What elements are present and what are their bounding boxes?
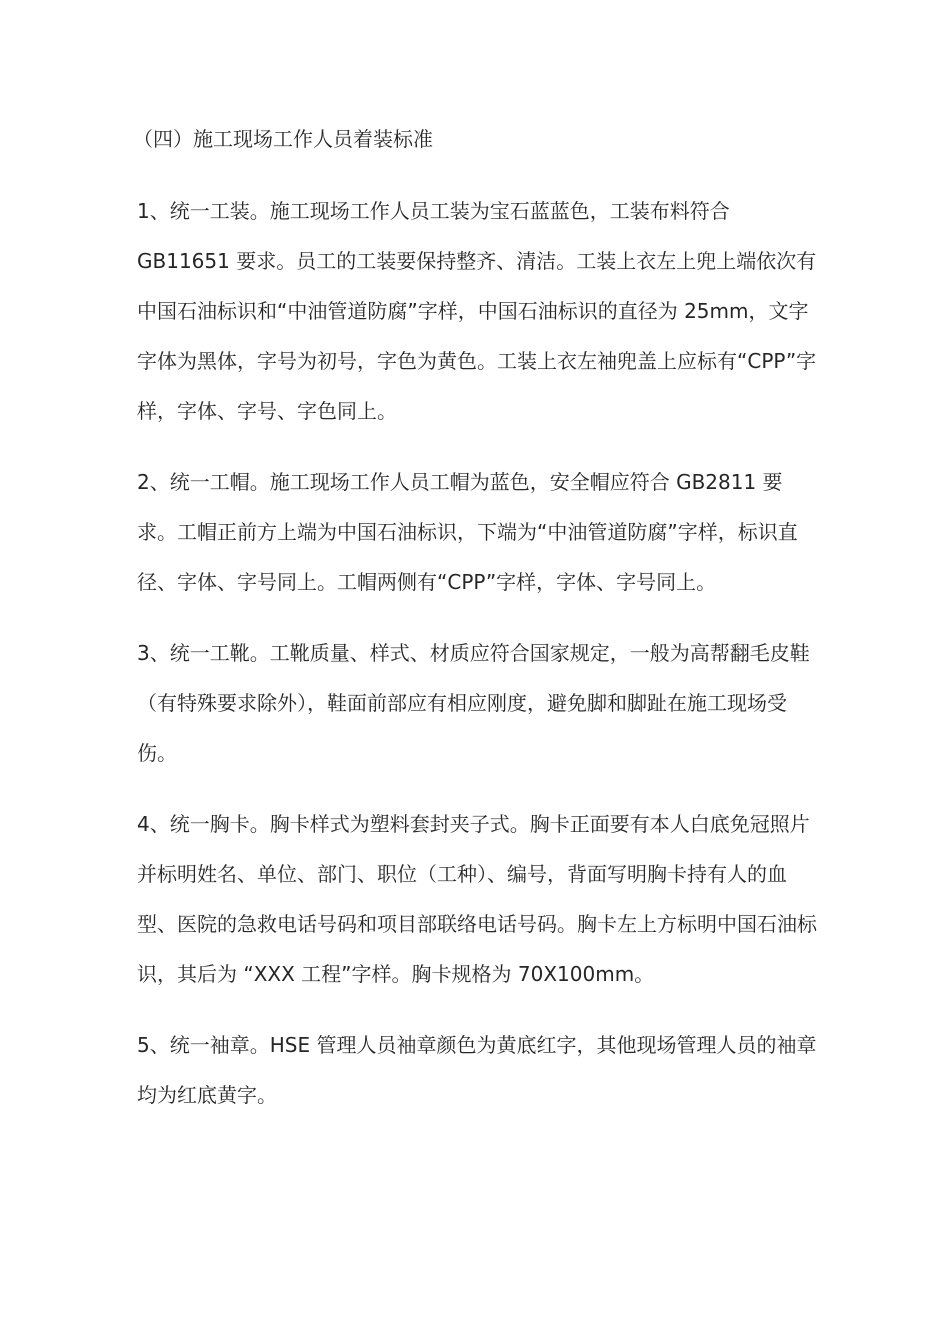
section-heading: （四）施工现场工作人员着装标准 xyxy=(133,127,433,151)
paragraph-hat: 2、统一工帽。施工现场工作人员工帽为蓝色，安全帽应符合 GB2811 要求。工帽正前方上端为中国石油标识，下端为“中油管道防腐”字样，标识直径、字体、字号同上。工帽两侧有“CPP”字样，字体、字号同上。 xyxy=(137,470,798,594)
paragraph-badge: 4、统一胸卡。胸卡样式为塑料套封夹子式。胸卡正面要有本人白底免冠照片并标明姓名、单位、部门、职位（工种）、编号，背面写明胸卡持有人的血型、医院的急救电话号码和项目部联络电话号码。胸卡左上方标明中国石油标识，其后为 “XXX 工程”字样。胸卡规格为 70X100mm。 xyxy=(137,812,817,986)
paragraph-armband: 5、统一袖章。HSE 管理人员袖章颜色为黄底红字，其他现场管理人员的袖章均为红底黄字。 xyxy=(137,1033,817,1107)
paragraph-uniform: 1、统一工装。施工现场工作人员工装为宝石蓝蓝色，工装布料符合 GB11651 要求。员工的工装要保持整齐、清洁。工装上衣左上兜上端依次有中国石油标识和“中油管道防腐”字样，中国石油标识的直径为 25mm，文字字体为黑体，字号为初号，字色为黄色。工装上衣左袖兜盖上应标有“CPP”字样，字体、字号、字色同上。 xyxy=(137,199,817,423)
paragraph-boots: 3、统一工靴。工靴质量、样式、材质应符合国家规定，一般为高帮翻毛皮鞋（有特殊要求除外），鞋面前部应有相应刚度，避免脚和脚趾在施工现场受伤。 xyxy=(137,641,810,765)
document-page xyxy=(133,114,817,1141)
